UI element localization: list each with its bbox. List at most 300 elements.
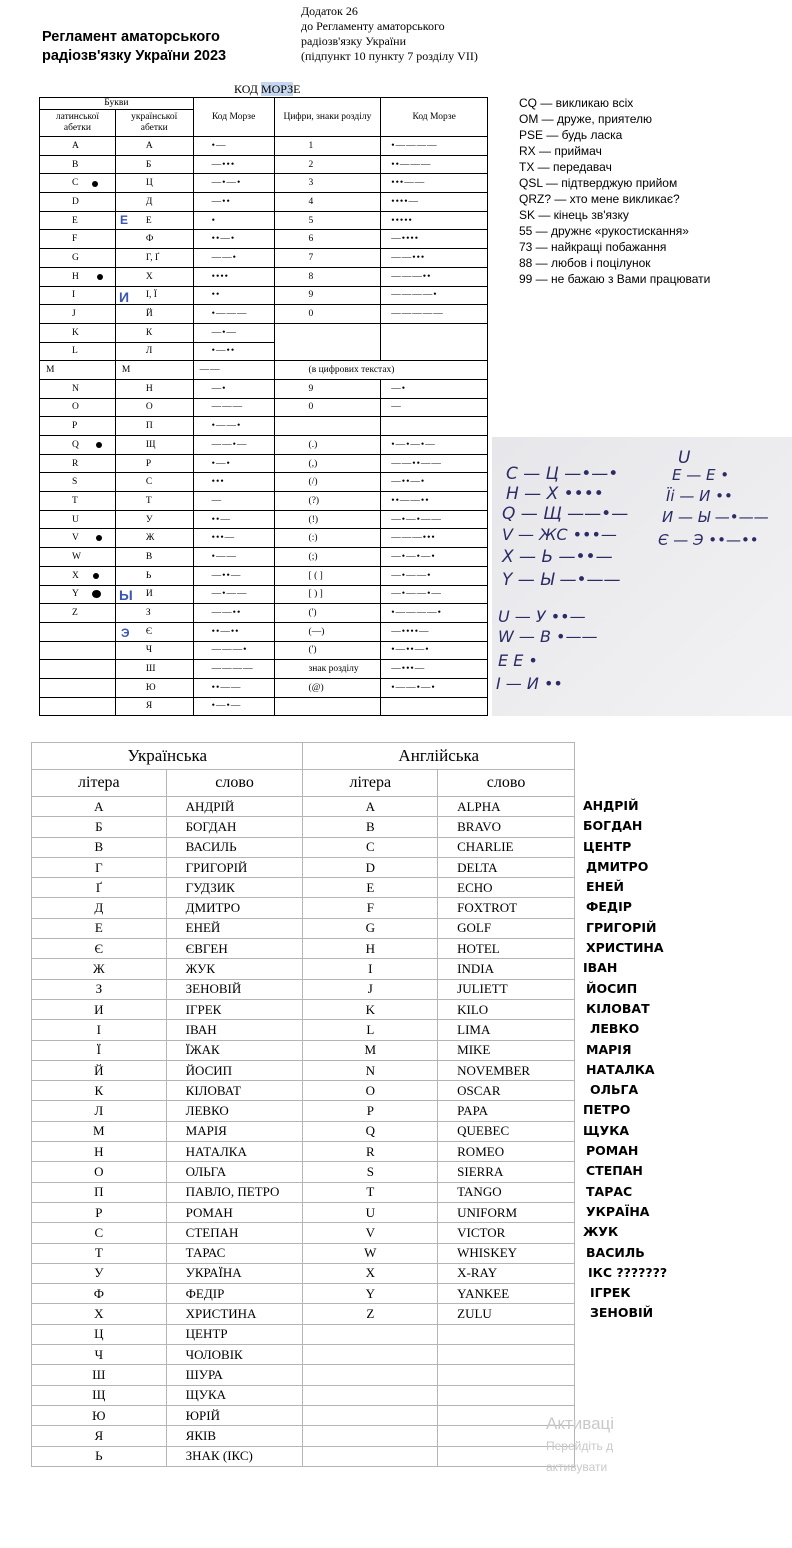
morse-code: —••— xyxy=(193,566,274,585)
eng-word: ECHO xyxy=(438,878,575,898)
morse-row xyxy=(40,678,488,697)
ukr-word: ІВАН xyxy=(166,1020,303,1040)
ukr-letter: І xyxy=(32,1020,167,1040)
morse-code: •——•—• xyxy=(381,678,488,697)
ukr-letter: П xyxy=(32,1182,167,1202)
marker-dot xyxy=(92,590,101,598)
latin-letter: M xyxy=(40,361,116,380)
phonetic-row xyxy=(32,898,575,918)
morse-row xyxy=(40,566,488,585)
phonetic-row xyxy=(32,817,575,837)
morse-row xyxy=(40,417,488,436)
ukrainian-letter: З xyxy=(115,604,193,623)
morse-code: —•—— xyxy=(193,585,274,604)
eng-word: HOTEL xyxy=(438,939,575,959)
morse-title-highlight: МОРЗ xyxy=(260,82,294,96)
side-word: ОЛЬГА xyxy=(590,1082,639,1098)
morse-row xyxy=(40,267,488,286)
handwritten-line: W — В •—— xyxy=(498,627,598,646)
abbreviation-item: CQ — викликаю всіх xyxy=(519,96,634,110)
eng-letter: C xyxy=(303,837,438,857)
digit-sign: [ ) ] xyxy=(274,585,381,604)
ukr-word: ЧОЛОВІК xyxy=(166,1345,303,1365)
phonetic-row xyxy=(32,1202,575,1222)
ukr-word: ГРИГОРІЙ xyxy=(166,857,303,877)
abbreviation-list xyxy=(519,95,710,287)
digit-sign xyxy=(274,417,381,436)
morse-code: ——•• xyxy=(193,604,274,623)
ukr-word: ХРИСТИНА xyxy=(166,1304,303,1324)
latin-letter: N xyxy=(40,379,116,398)
phonetic-row xyxy=(32,1405,575,1425)
phonetic-row xyxy=(32,1324,575,1344)
phonetic-row xyxy=(32,857,575,877)
morse-code: ••——•• xyxy=(381,492,488,511)
eng-letter: B xyxy=(303,817,438,837)
ukr-letter: Ґ xyxy=(32,878,167,898)
eng-word xyxy=(438,1385,575,1405)
morse-code: ———••• xyxy=(381,529,488,548)
latin-letter: Z xyxy=(40,604,116,623)
morse-row xyxy=(40,622,488,641)
digit-sign: (:) xyxy=(274,529,381,548)
latin-letter: S xyxy=(40,473,116,492)
header-morse-code: Код Морзе xyxy=(193,98,274,137)
morse-code: —• xyxy=(381,379,488,398)
phonetic-row xyxy=(32,797,575,817)
ukr-word: ІГРЕК xyxy=(166,999,303,1019)
morse-row xyxy=(40,473,488,492)
eng-letter: G xyxy=(303,918,438,938)
eng-word: INDIA xyxy=(438,959,575,979)
morse-code xyxy=(381,417,488,436)
handwritten-line: Е Е • xyxy=(498,651,538,670)
blue-mark-y: Ы xyxy=(119,587,133,603)
handwritten-note-drawing xyxy=(492,437,792,716)
digit-sign: 3 xyxy=(274,174,381,193)
ukrainian-letter: Г, Ґ xyxy=(115,249,193,268)
eng-letter: L xyxy=(303,1020,438,1040)
title-line-1: Регламент аматорського xyxy=(42,29,220,45)
morse-code: —•— xyxy=(193,323,274,342)
side-word: ЦЕНТР xyxy=(583,838,632,854)
header-ukrainian: української абетки xyxy=(115,110,193,137)
morse-code: ——••• xyxy=(381,249,488,268)
eng-letter xyxy=(303,1345,438,1365)
ukrainian-letter: Ф xyxy=(115,230,193,249)
side-word: ГРИГОРІЙ xyxy=(586,919,657,935)
handwritten-line: V — ЖС •••— xyxy=(502,525,617,544)
phonetic-row xyxy=(32,1426,575,1446)
latin-letter: I xyxy=(40,286,116,305)
ukrainian-letter: Б xyxy=(115,155,193,174)
latin-letter xyxy=(40,660,116,679)
ukr-word: ДМИТРО xyxy=(166,898,303,918)
morse-row xyxy=(40,454,488,473)
morse-code-table xyxy=(39,97,488,716)
eng-letter: F xyxy=(303,898,438,918)
latin-letter: Q xyxy=(40,436,116,455)
ukr-word: КІЛОВАТ xyxy=(166,1081,303,1101)
morse-row xyxy=(40,641,488,660)
eng-letter xyxy=(303,1324,438,1344)
morse-code: ••—— xyxy=(193,678,274,697)
eng-letter: A xyxy=(303,797,438,817)
morse-row xyxy=(40,230,488,249)
latin-letter: R xyxy=(40,454,116,473)
ukrainian-letter: О xyxy=(115,398,193,417)
side-words-list xyxy=(583,796,667,1324)
ukrainian-letter: Щ xyxy=(115,436,193,455)
eng-letter: U xyxy=(303,1202,438,1222)
ukr-letter: Ф xyxy=(32,1284,167,1304)
ukr-letter: Р xyxy=(32,1202,167,1222)
digit-sign: 0 xyxy=(274,305,381,324)
digit-sign: 7 xyxy=(274,249,381,268)
phonetic-row xyxy=(32,1243,575,1263)
eng-letter: Q xyxy=(303,1121,438,1141)
eng-letter: I xyxy=(303,959,438,979)
side-word: ТАРАС xyxy=(586,1183,633,1199)
side-word: РОМАН xyxy=(586,1143,639,1159)
digit-sign: 4 xyxy=(274,193,381,212)
ukr-letter: Л xyxy=(32,1101,167,1121)
phonetic-row xyxy=(32,918,575,938)
side-word: ХРИСТИНА xyxy=(586,940,664,956)
ukrainian-letter: Л xyxy=(115,342,193,361)
eng-letter: N xyxy=(303,1060,438,1080)
ukrainian-letter: І, Ї xyxy=(115,286,193,305)
abbreviation-item: 99 — не бажаю з Вами працювати xyxy=(519,272,711,286)
morse-row xyxy=(40,342,488,361)
ukr-word: ЙОСИП xyxy=(166,1060,303,1080)
phonetic-row xyxy=(32,1223,575,1243)
eng-letter: S xyxy=(303,1162,438,1182)
eng-letter: H xyxy=(303,939,438,959)
eng-letter: O xyxy=(303,1081,438,1101)
morse-row xyxy=(40,398,488,417)
marker-dot xyxy=(97,274,103,280)
latin-letter: O xyxy=(40,398,116,417)
morse-code: •—••—• xyxy=(381,641,488,660)
phonetic-row xyxy=(32,1263,575,1283)
abbreviation-item: OM — друже, приятелю xyxy=(519,112,653,126)
morse-row xyxy=(40,510,488,529)
ukrainian-letter: Ю xyxy=(115,678,193,697)
morse-code: —•——• xyxy=(381,566,488,585)
latin-letter: L xyxy=(40,342,116,361)
ukr-letter: Т xyxy=(32,1243,167,1263)
morse-code: ••— xyxy=(193,510,274,529)
ukrainian-letter: У xyxy=(115,510,193,529)
morse-code: •••—— xyxy=(381,174,488,193)
morse-code: —••••— xyxy=(381,622,488,641)
ukr-letter: К xyxy=(32,1081,167,1101)
side-word: ЩУКА xyxy=(583,1122,630,1138)
morse-code xyxy=(381,697,488,716)
ukrainian-letter: Ш xyxy=(115,660,193,679)
ukrainian-letter: В xyxy=(115,548,193,567)
ukr-letter: Х xyxy=(32,1304,167,1324)
header-english-alphabet: Англійська xyxy=(303,743,575,770)
latin-letter: P xyxy=(40,417,116,436)
latin-letter: W xyxy=(40,548,116,567)
ukr-letter: В xyxy=(32,837,167,857)
morse-code: ••—• xyxy=(193,230,274,249)
digit-sign: 0 xyxy=(274,398,381,417)
ukr-letter: А xyxy=(32,797,167,817)
document-title xyxy=(42,28,226,66)
ukr-word: ЛЕВКО xyxy=(166,1101,303,1121)
handwritten-note-photo xyxy=(492,437,792,716)
latin-letter: C xyxy=(40,174,116,193)
ukr-letter: Ш xyxy=(32,1365,167,1385)
morse-row xyxy=(40,137,488,156)
morse-code: •—•—•— xyxy=(381,436,488,455)
phonetic-row xyxy=(32,1121,575,1141)
ukr-word: ГУДЗИК xyxy=(166,878,303,898)
eng-letter: K xyxy=(303,999,438,1019)
side-word: КІЛОВАТ xyxy=(586,1000,650,1016)
ukrainian-letter: М xyxy=(115,361,193,380)
digit-sign: 9 xyxy=(274,379,381,398)
digit-sign: 6 xyxy=(274,230,381,249)
ukr-letter: Ю xyxy=(32,1405,167,1425)
side-word: ФЕДІР xyxy=(586,899,632,915)
morse-code: ••—•• xyxy=(193,622,274,641)
ukr-word: БОГДАН xyxy=(166,817,303,837)
morse-code: ———•• xyxy=(381,267,488,286)
side-word: ІВАН xyxy=(583,960,618,976)
phonetic-row xyxy=(32,1142,575,1162)
digit-sign: знак розділу xyxy=(274,660,381,679)
morse-code: — xyxy=(193,492,274,511)
title-line-2: радіозв'язку України 2023 xyxy=(42,48,227,64)
morse-code: —•—•—• xyxy=(381,548,488,567)
phonetic-alphabet-table xyxy=(31,742,575,1467)
handwritten-line: U xyxy=(678,448,691,468)
ukr-word: ЕНЕЙ xyxy=(166,918,303,938)
ukr-word: ТАРАС xyxy=(166,1243,303,1263)
morse-code xyxy=(381,323,488,342)
eng-word: PAPA xyxy=(438,1101,575,1121)
morse-code: —•• xyxy=(193,193,274,212)
eng-word: DELTA xyxy=(438,857,575,877)
morse-code: —— xyxy=(193,361,274,380)
marker-dot xyxy=(96,535,102,541)
ukrainian-letter: Й xyxy=(115,305,193,324)
phonetic-row xyxy=(32,1101,575,1121)
morse-row xyxy=(40,193,488,212)
addendum-line: (підпункт 10 пункту 7 розділу VII) xyxy=(301,49,478,63)
eng-letter: M xyxy=(303,1040,438,1060)
side-word: УКРАЇНА xyxy=(586,1203,650,1219)
morse-row xyxy=(40,211,488,230)
ukr-word: АНДРІЙ xyxy=(166,797,303,817)
latin-letter: F xyxy=(40,230,116,249)
morse-row xyxy=(40,529,488,548)
eng-word xyxy=(438,1345,575,1365)
ukr-word: ЗНАК (ІКС) xyxy=(166,1446,303,1466)
morse-row xyxy=(40,548,488,567)
eng-word: NOVEMBER xyxy=(438,1060,575,1080)
ukr-letter: М xyxy=(32,1121,167,1141)
handwritten-line: Х — Ь —••— xyxy=(502,547,613,567)
side-word: ЕНЕЙ xyxy=(586,879,625,895)
morse-code: — xyxy=(381,398,488,417)
phonetic-row xyxy=(32,979,575,999)
ukr-word: ЇЖАК xyxy=(166,1040,303,1060)
digit-sign: 2 xyxy=(274,155,381,174)
side-word: АНДРІЙ xyxy=(583,798,639,813)
marker-dot xyxy=(92,181,98,187)
ukrainian-letter: Е xyxy=(115,211,193,230)
eng-word: KILO xyxy=(438,999,575,1019)
handwritten-line: U — У ••— xyxy=(498,607,586,626)
morse-code: •—• xyxy=(193,454,274,473)
ukrainian-letter: И xyxy=(115,585,193,604)
eng-letter: T xyxy=(303,1182,438,1202)
phonetic-row xyxy=(32,1385,575,1405)
digit-sign xyxy=(274,342,381,361)
eng-word: TANGO xyxy=(438,1182,575,1202)
eng-word: ZULU xyxy=(438,1304,575,1324)
eng-letter xyxy=(303,1365,438,1385)
watermark-line: активувати xyxy=(546,1460,608,1474)
ukr-word: ЮРІЙ xyxy=(166,1405,303,1425)
header-word: слово xyxy=(166,770,303,797)
morse-code: •———— xyxy=(381,137,488,156)
morse-code: •——• xyxy=(193,417,274,436)
digits-note: (в цифрових текстах) xyxy=(274,361,487,380)
ukrainian-letter: Х xyxy=(115,267,193,286)
eng-word: BRAVO xyxy=(438,817,575,837)
digit-sign: (') xyxy=(274,604,381,623)
morse-row xyxy=(40,604,488,623)
watermark-line: Перейдіть д xyxy=(546,1439,614,1453)
ukrainian-letter: Є xyxy=(115,622,193,641)
morse-row xyxy=(40,585,488,604)
latin-letter: U xyxy=(40,510,116,529)
ukr-letter: Я xyxy=(32,1426,167,1446)
ukr-word: ЩУКА xyxy=(166,1385,303,1405)
eng-letter xyxy=(303,1446,438,1466)
digit-sign: (?) xyxy=(274,492,381,511)
handwritten-line: Е — Е • xyxy=(672,466,730,484)
ukr-letter: У xyxy=(32,1263,167,1283)
side-word: ПЕТРО xyxy=(583,1102,631,1118)
ukrainian-letter: Ь xyxy=(115,566,193,585)
phonetic-row xyxy=(32,1081,575,1101)
digit-sign: (@) xyxy=(274,678,381,697)
digit-sign xyxy=(274,323,381,342)
phonetic-row xyxy=(32,1020,575,1040)
eng-word: YANKEE xyxy=(438,1284,575,1304)
morse-row xyxy=(40,492,488,511)
phonetic-row xyxy=(32,1284,575,1304)
eng-word: VICTOR xyxy=(438,1223,575,1243)
ukr-letter: О xyxy=(32,1162,167,1182)
ukrainian-letter: Н xyxy=(115,379,193,398)
abbreviation-item: TX — передавач xyxy=(519,160,612,174)
morse-code: ————• xyxy=(381,286,488,305)
eng-letter: R xyxy=(303,1142,438,1162)
header-ukrainian-alphabet: Українська xyxy=(32,743,303,770)
latin-letter xyxy=(40,697,116,716)
phonetic-row xyxy=(32,1040,575,1060)
morse-code: ———• xyxy=(193,641,274,660)
phonetic-row xyxy=(32,1060,575,1080)
latin-letter: D xyxy=(40,193,116,212)
ukr-word: РОМАН xyxy=(166,1202,303,1222)
morse-code: •••— xyxy=(193,529,274,548)
side-word: ІКС ??????? xyxy=(588,1264,668,1280)
addendum-line: до Регламенту аматорського xyxy=(301,19,445,33)
side-word: ВАСИЛЬ xyxy=(586,1244,645,1260)
phonetic-row xyxy=(32,878,575,898)
ukrainian-letter: Ж xyxy=(115,529,193,548)
morse-code: —••—• xyxy=(381,473,488,492)
eng-word: ROMEO xyxy=(438,1142,575,1162)
eng-word: CHARLIE xyxy=(438,837,575,857)
addendum-line: Додаток 26 xyxy=(301,4,358,18)
phonetic-row xyxy=(32,1182,575,1202)
ukr-word: НАТАЛКА xyxy=(166,1142,303,1162)
morse-code-title xyxy=(234,82,300,97)
phonetic-row xyxy=(32,1345,575,1365)
morse-code: —• xyxy=(193,379,274,398)
morse-row xyxy=(40,174,488,193)
morse-code: ••••— xyxy=(381,193,488,212)
morse-code: —•——•— xyxy=(381,585,488,604)
digit-sign: 8 xyxy=(274,267,381,286)
addendum-note xyxy=(301,4,478,64)
eng-word: WHISKEY xyxy=(438,1243,575,1263)
morse-code: •• xyxy=(193,286,274,305)
ukr-letter: Д xyxy=(32,898,167,918)
phonetic-row xyxy=(32,939,575,959)
digit-sign: (/) xyxy=(274,473,381,492)
phonetic-row xyxy=(32,959,575,979)
ukr-letter: З xyxy=(32,979,167,999)
phonetic-row xyxy=(32,1304,575,1324)
header-word: слово xyxy=(438,770,575,797)
ukr-word: ВАСИЛЬ xyxy=(166,837,303,857)
morse-code: • xyxy=(193,211,274,230)
eng-letter xyxy=(303,1426,438,1446)
ukrainian-letter: Д xyxy=(115,193,193,212)
ukr-word: ОЛЬГА xyxy=(166,1162,303,1182)
eng-word: GOLF xyxy=(438,918,575,938)
morse-code: —•••— xyxy=(381,660,488,679)
eng-word: JULIETT xyxy=(438,979,575,999)
eng-letter: Y xyxy=(303,1284,438,1304)
morse-code: —•••• xyxy=(381,230,488,249)
ukr-word: ШУРА xyxy=(166,1365,303,1385)
ukrainian-letter: Я xyxy=(115,697,193,716)
side-word: МАРІЯ xyxy=(586,1041,632,1057)
morse-row xyxy=(40,323,488,342)
ukr-word: ЯКІВ xyxy=(166,1426,303,1446)
morse-code: ———— xyxy=(193,660,274,679)
header-letter: літера xyxy=(303,770,438,797)
abbreviation-item: QRZ? — хто мене викликає? xyxy=(519,192,680,206)
eng-letter: E xyxy=(303,878,438,898)
watermark-line: Активаці xyxy=(546,1414,615,1433)
phonetic-row xyxy=(32,837,575,857)
morse-code: •••• xyxy=(193,267,274,286)
eng-word: MIKE xyxy=(438,1040,575,1060)
